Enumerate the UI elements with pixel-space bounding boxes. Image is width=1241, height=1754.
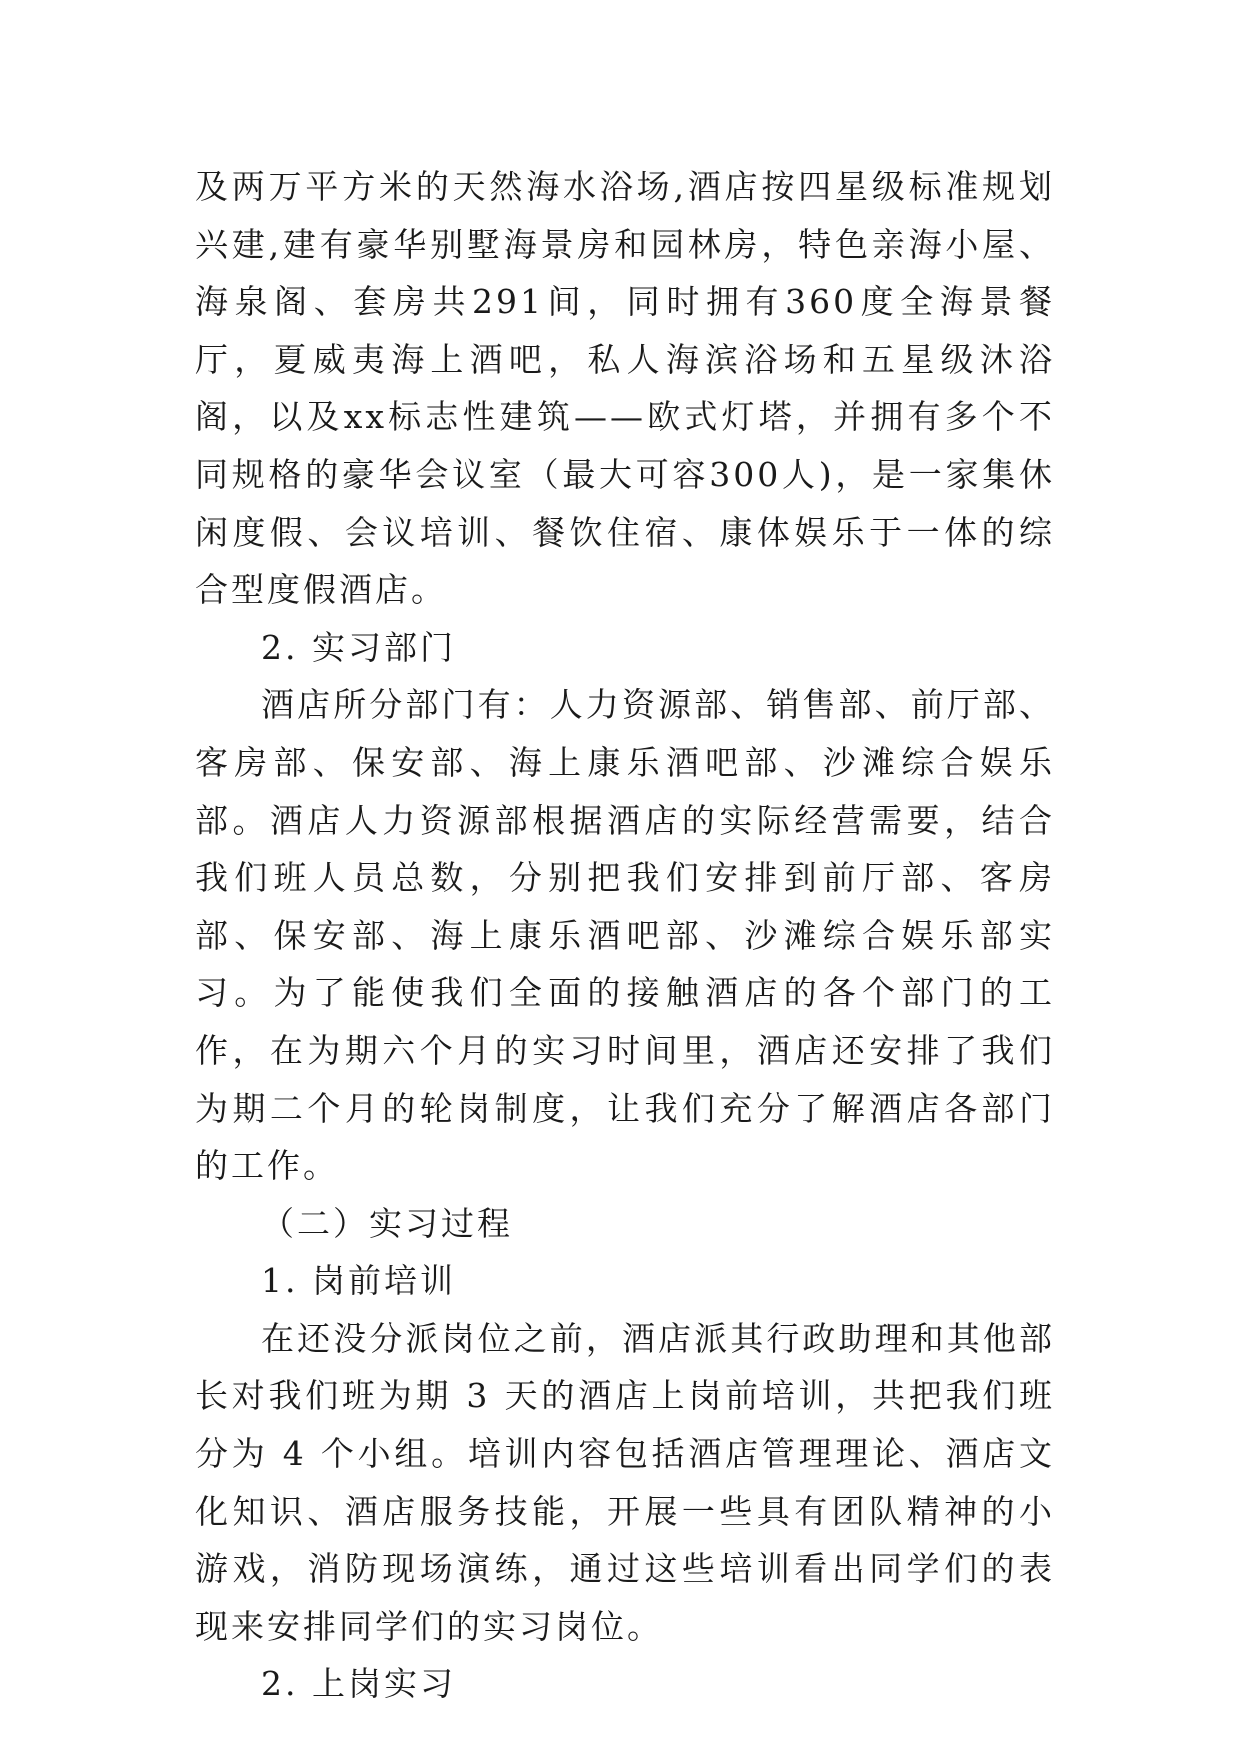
heading-internship-process: （二）实习过程 [261,1203,513,1243]
heading-internship-departments: 2. 实习部门 [261,627,456,667]
heading-on-job-internship: 2. 上岗实习 [261,1664,456,1704]
paragraph-hotel-description: 及两万平方米的天然海水浴场,酒店按四星级标准规划兴建,建有豪华别墅海景房和园林房，特色亲海小屋、海泉阁、套房共291间，同时拥有360度全海景餐厅，夏威夷海上酒吧，私人海滨浴场和五星级沐浴阁，以及xx标志性建筑——欧式灯塔，并拥有多个不同规格的豪华会议室（最大可容300人)，是一家集休闲度假、会议培训、餐饮住宿、康体娱乐于一体的综合型度假酒店。 [195,167,1055,610]
paragraph-training: 在还没分派岗位之前，酒店派其行政助理和其他部长对我们班为期 3 天的酒店上岗前培训，共把我们班分为 4 个小组。培训内容包括酒店管理理论、酒店文化知识、酒店服务技能，开展一些具有团队精神的小游戏，消防现场演练，通过这些培训看出同学们的表现来安排同学们的实习岗位。 [195,1318,1055,1646]
heading-pre-job-training: 1. 岗前培训 [261,1261,456,1301]
document-body [195,158,1055,1713]
paragraph-departments: 酒店所分部门有：人力资源部、销售部、前厅部、客房部、保安部、海上康乐酒吧部、沙滩综合娱乐部。酒店人力资源部根据酒店的实际经营需要，结合我们班人员总数，分别把我们安排到前厅部、客房部、保安部、海上康乐酒吧部、沙滩综合娱乐部实习。为了能使我们全面的接触酒店的各个部门的工作，在为期六个月的实习时间里，酒店还安排了我们为期二个月的轮岗制度，让我们充分了解酒店各部门的工作。 [195,685,1055,1186]
